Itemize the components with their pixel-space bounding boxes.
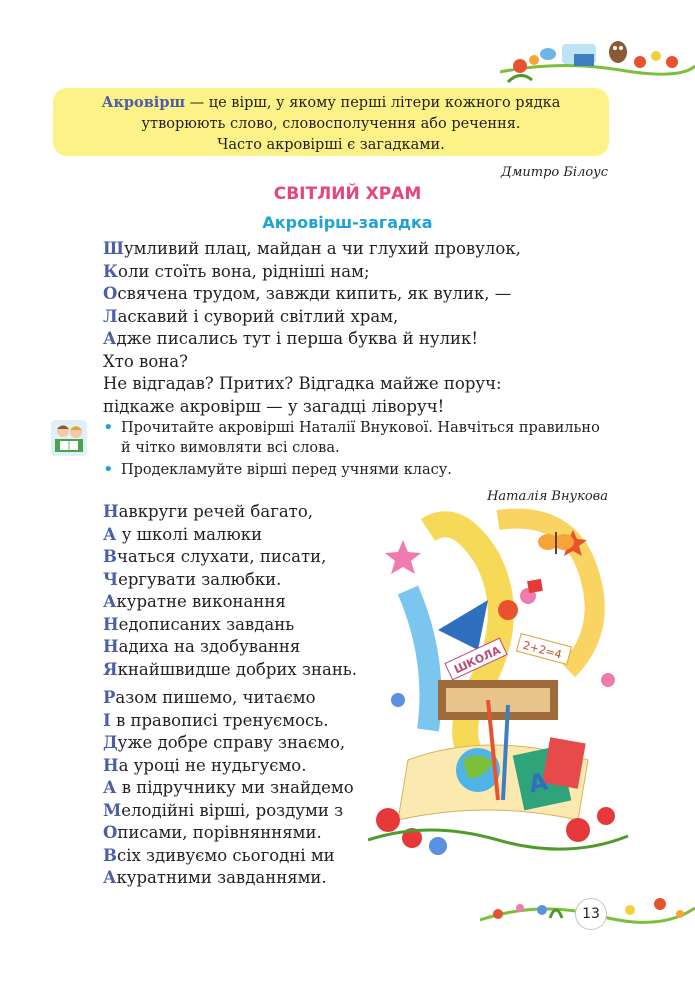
poem-line bbox=[103, 614, 357, 637]
poem-line bbox=[103, 755, 354, 778]
line-text: Хто вона? bbox=[103, 351, 188, 371]
acrostic-letter: О bbox=[103, 823, 118, 842]
line-text: писами, порівняннями. bbox=[117, 823, 322, 842]
poem2-text bbox=[103, 501, 357, 681]
poem-line bbox=[103, 845, 354, 868]
line-text: у школі малюки bbox=[116, 524, 263, 544]
top-decoration bbox=[500, 30, 695, 90]
definition-text-1: — це вірш, у якому перші літери кожного рядка bbox=[185, 95, 561, 111]
line-text: дже писались тут і перша буква й нулик! bbox=[116, 329, 478, 348]
line-text: в підручнику ми знайдемо bbox=[116, 778, 354, 797]
line-text: едописаних завдань bbox=[118, 614, 295, 634]
acrostic-letter: Н bbox=[103, 637, 119, 656]
definition-line-1 bbox=[53, 92, 609, 114]
poem1-subtitle: Акровірш-загадка bbox=[262, 213, 433, 232]
acrostic-letter: К bbox=[103, 261, 119, 281]
poem-line bbox=[103, 283, 521, 306]
poem-line bbox=[103, 261, 521, 284]
poem-line bbox=[103, 710, 354, 733]
line-text: азом пишемо, читаємо bbox=[115, 688, 316, 707]
poem-line bbox=[103, 396, 521, 419]
line-text: кнайшвидше добрих знань. bbox=[117, 659, 358, 679]
line-text: Не відгадав? Притих? Відгадка майже поруч: bbox=[103, 374, 502, 393]
line-text: чаться слухати, писати, bbox=[116, 547, 327, 566]
poem-line bbox=[103, 822, 354, 845]
acrostic-letter: І bbox=[103, 710, 111, 730]
tasks-list bbox=[103, 418, 608, 482]
line-text: в правописі тренуємось. bbox=[110, 710, 329, 730]
poem-line bbox=[103, 351, 521, 374]
poem-line bbox=[103, 687, 354, 710]
poem2-author: Наталія Внукова bbox=[487, 489, 608, 504]
poem-line bbox=[103, 732, 354, 755]
poem-line bbox=[103, 636, 357, 659]
acrostic-letter: Д bbox=[103, 733, 118, 752]
definition-line-3: Часто акровірші є загадками. bbox=[217, 137, 445, 153]
acrostic-letter: М bbox=[103, 800, 122, 820]
sum-sign bbox=[517, 634, 572, 665]
definition-term: Акровірш bbox=[101, 94, 186, 111]
acrostic-letter: А bbox=[103, 592, 117, 611]
school-illustration bbox=[368, 500, 638, 890]
acrostic-letter: Н bbox=[103, 502, 119, 521]
acrostic-letter: А bbox=[103, 524, 117, 544]
task-item: • Продекламуйте вірші перед учнями класу. bbox=[103, 460, 608, 480]
poem-line bbox=[103, 569, 357, 592]
poem-line bbox=[103, 867, 354, 890]
poem-line bbox=[103, 659, 357, 682]
sum-sign-text: 2+2=4 bbox=[521, 638, 564, 662]
acrostic-letter: Р bbox=[103, 688, 116, 707]
acrostic-letter: В bbox=[103, 845, 117, 865]
poem-line bbox=[103, 800, 354, 823]
acrostic-letter: А bbox=[103, 329, 117, 348]
acrostic-letter: Н bbox=[103, 755, 119, 775]
poem-line bbox=[103, 238, 521, 261]
reading-children-icon bbox=[51, 420, 87, 456]
line-text: оли стоїть вона, рідніші нам; bbox=[118, 261, 370, 281]
poem-line bbox=[103, 777, 354, 800]
definition-box bbox=[53, 88, 609, 156]
line-text: підкаже акровірш — у загадці ліворуч! bbox=[103, 396, 445, 416]
acrostic-letter: О bbox=[103, 284, 118, 303]
line-text: сіх здивуємо сьогодні ми bbox=[116, 845, 335, 865]
line-text: а уроці не нудьгуємо. bbox=[118, 755, 307, 775]
line-text: уже добре справу знаємо, bbox=[117, 733, 346, 752]
acrostic-letter: Ш bbox=[103, 239, 124, 258]
poem-line bbox=[103, 373, 521, 396]
line-text: аскавий і суворий світлий храм, bbox=[117, 306, 399, 326]
poem-line bbox=[103, 501, 357, 524]
definition-line-2: утворюють слово, словосполучення або речення. bbox=[141, 116, 521, 132]
poem3-text bbox=[103, 687, 354, 890]
poem1-author: Дмитро Білоус bbox=[501, 165, 608, 180]
poem-line bbox=[103, 524, 357, 547]
acrostic-letter: Ч bbox=[103, 569, 119, 589]
line-text: адиха на здобування bbox=[118, 637, 301, 656]
acrostic-letter: Я bbox=[103, 659, 118, 679]
line-text: свячена трудом, завжди кипить, як вулик, — bbox=[117, 284, 512, 303]
poem1-title: СВІТЛИЙ ХРАМ bbox=[273, 184, 422, 204]
poem-line bbox=[103, 328, 521, 351]
line-text: куратне виконання bbox=[116, 592, 286, 611]
acrostic-letter: А bbox=[103, 778, 117, 797]
line-text: умливий плац, майдан а чи глухий провулок, bbox=[123, 239, 521, 258]
line-text: авкруги речей багато, bbox=[118, 502, 313, 521]
line-text: куратними завданнями. bbox=[116, 868, 327, 887]
poem-line bbox=[103, 546, 357, 569]
acrostic-letter: Н bbox=[103, 614, 119, 634]
task-item: • Прочитайте акровірші Наталії Внукової. Навчіться правильно й чітко вимовляти всі слова. bbox=[103, 418, 608, 458]
poem-line bbox=[103, 306, 521, 329]
acrostic-letter: Л bbox=[103, 306, 118, 326]
acrostic-letter: В bbox=[103, 547, 117, 566]
line-text: ергувати залюбки. bbox=[118, 569, 282, 589]
acrostic-letter: А bbox=[103, 868, 117, 887]
poem-line bbox=[103, 591, 357, 614]
school-sign-text: ШКОЛА bbox=[452, 643, 503, 677]
book-letter: А bbox=[526, 767, 551, 799]
line-text: елодійні вірші, роздуми з bbox=[121, 800, 344, 820]
page-number: 13 bbox=[575, 898, 607, 930]
poem1-text bbox=[103, 238, 521, 418]
